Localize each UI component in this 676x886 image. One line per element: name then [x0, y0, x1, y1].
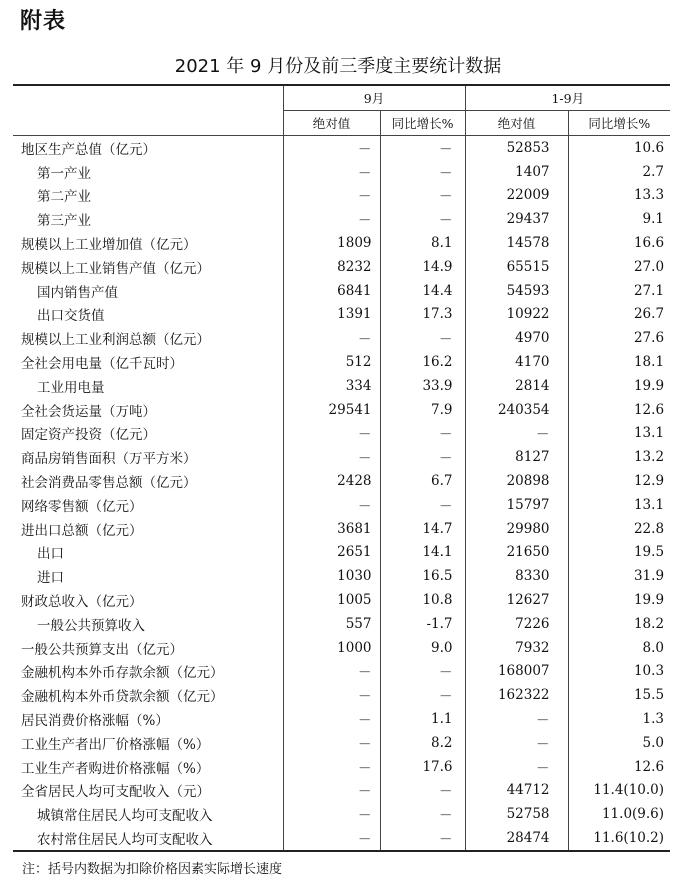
ytd-absolute-value: 65515: [465, 255, 568, 279]
ytd-absolute-value: 21650: [465, 541, 568, 565]
row-label: 社会消费品零售总额（亿元）: [21, 475, 197, 492]
table-row: [13, 136, 670, 160]
row-label: 进出口总额（亿元）: [21, 522, 143, 539]
table-row: [13, 683, 670, 707]
sep-yoy-value: 33.9: [380, 374, 465, 398]
row-label: 居民消费价格涨幅（%）: [21, 713, 169, 730]
table-row: [13, 160, 670, 184]
row-label: 固定资产投资（亿元）: [21, 427, 156, 444]
row-label: 商品房销售面积（万平方米）: [21, 451, 197, 468]
sep-absolute-value: －: [283, 160, 380, 184]
ytd-yoy-value: 15.5: [568, 683, 670, 707]
ytd-absolute-value: 240354: [465, 398, 568, 422]
ytd-yoy-value: 19.9: [568, 588, 670, 612]
sep-yoy-value: 14.7: [380, 517, 465, 541]
ytd-absolute-value: 7226: [465, 612, 568, 636]
table-row: [13, 303, 670, 327]
ytd-absolute-value: 4170: [465, 350, 568, 374]
sep-absolute-value: 3681: [283, 517, 380, 541]
ytd-absolute-value: 1407: [465, 160, 568, 184]
row-label: 城镇常住居民人均可支配收入: [37, 808, 213, 825]
sep-yoy-value: －: [380, 802, 465, 826]
table-row: [13, 184, 670, 208]
sep-yoy-value: 16.2: [380, 350, 465, 374]
sep-yoy-value: 8.2: [380, 731, 465, 755]
sep-absolute-value: －: [283, 683, 380, 707]
sep-yoy-value: 14.9: [380, 255, 465, 279]
table-row: [13, 588, 670, 612]
table-row: [13, 469, 670, 493]
row-label: 一般公共预算支出（亿元）: [21, 641, 183, 658]
table-row: [13, 802, 670, 826]
header-row-sub: [13, 111, 670, 136]
row-label: 全社会用电量（亿千瓦时）: [21, 356, 183, 373]
ytd-yoy-value: 11.0(9.6): [568, 802, 670, 826]
header-blank: [13, 85, 283, 111]
row-label: 网络零售额（亿元）: [21, 498, 143, 515]
table-row: [13, 231, 670, 255]
table-body: [13, 136, 670, 851]
ytd-absolute-value: －: [465, 422, 568, 446]
ytd-absolute-value: 22009: [465, 184, 568, 208]
ytd-absolute-value: 7932: [465, 636, 568, 660]
row-label: 规模以上工业利润总额（亿元）: [21, 332, 210, 349]
sep-yoy-value: 17.3: [380, 303, 465, 327]
header-sep-absolute: 绝对值: [283, 111, 380, 136]
ytd-absolute-value: 168007: [465, 660, 568, 684]
sep-absolute-value: 1030: [283, 564, 380, 588]
ytd-yoy-value: 13.1: [568, 493, 670, 517]
ytd-yoy-value: 26.7: [568, 303, 670, 327]
row-label: 规模以上工业增加值（亿元）: [21, 237, 197, 254]
table-row: [13, 636, 670, 660]
ytd-yoy-value: 8.0: [568, 636, 670, 660]
sep-absolute-value: 8232: [283, 255, 380, 279]
sep-absolute-value: 6841: [283, 279, 380, 303]
sep-absolute-value: 2428: [283, 469, 380, 493]
ytd-absolute-value: 8127: [465, 445, 568, 469]
ytd-absolute-value: －: [465, 755, 568, 779]
header-ytd-yoy: 同比增长%: [568, 111, 670, 136]
header-ytd-absolute: 绝对值: [465, 111, 568, 136]
ytd-yoy-value: 1.3: [568, 707, 670, 731]
ytd-absolute-value: －: [465, 707, 568, 731]
ytd-absolute-value: 54593: [465, 279, 568, 303]
ytd-absolute-value: 162322: [465, 683, 568, 707]
ytd-absolute-value: 4970: [465, 326, 568, 350]
table-row: [13, 398, 670, 422]
sep-absolute-value: －: [283, 755, 380, 779]
table-row: [13, 350, 670, 374]
sep-absolute-value: －: [283, 445, 380, 469]
sep-yoy-value: －: [380, 826, 465, 851]
sep-absolute-value: －: [283, 207, 380, 231]
sep-yoy-value: 6.7: [380, 469, 465, 493]
sep-absolute-value: －: [283, 422, 380, 446]
row-label: 出口交货值: [37, 308, 105, 325]
sep-yoy-value: －: [380, 136, 465, 160]
sep-absolute-value: －: [283, 779, 380, 803]
sep-absolute-value: －: [283, 660, 380, 684]
row-label: 第二产业: [37, 189, 91, 206]
header-september: 9月: [283, 85, 465, 111]
sep-absolute-value: 29541: [283, 398, 380, 422]
sep-yoy-value: －: [380, 160, 465, 184]
row-label: 一般公共预算收入: [37, 617, 145, 634]
sep-absolute-value: 2651: [283, 541, 380, 565]
sep-yoy-value: －: [380, 326, 465, 350]
ytd-absolute-value: 10922: [465, 303, 568, 327]
sep-yoy-value: －: [380, 184, 465, 208]
sep-yoy-value: 16.5: [380, 564, 465, 588]
sep-yoy-value: －: [380, 422, 465, 446]
row-label: 第一产业: [37, 165, 91, 182]
sep-absolute-value: －: [283, 802, 380, 826]
table-row: [13, 826, 670, 851]
row-label: 地区生产总值（亿元）: [21, 141, 156, 158]
sep-yoy-value: －: [380, 660, 465, 684]
row-label: 工业用电量: [37, 379, 105, 396]
sep-absolute-value: －: [283, 136, 380, 160]
sep-absolute-value: －: [283, 184, 380, 208]
table-row: [13, 779, 670, 803]
table-row: [13, 422, 670, 446]
sep-absolute-value: 1809: [283, 231, 380, 255]
table-row: [13, 279, 670, 303]
sep-absolute-value: －: [283, 707, 380, 731]
ytd-absolute-value: 52853: [465, 136, 568, 160]
ytd-yoy-value: 27.1: [568, 279, 670, 303]
ytd-absolute-value: 29437: [465, 207, 568, 231]
table-row: [13, 541, 670, 565]
sep-yoy-value: －: [380, 683, 465, 707]
table-row: [13, 612, 670, 636]
ytd-yoy-value: 18.1: [568, 350, 670, 374]
header-row-groups: [13, 85, 670, 111]
sep-yoy-value: 14.4: [380, 279, 465, 303]
ytd-yoy-value: 2.7: [568, 160, 670, 184]
ytd-yoy-value: 27.6: [568, 326, 670, 350]
sep-absolute-value: 1005: [283, 588, 380, 612]
table-row: [13, 445, 670, 469]
ytd-yoy-value: 18.2: [568, 612, 670, 636]
sep-yoy-value: 14.1: [380, 541, 465, 565]
table-row: [13, 707, 670, 731]
row-label: 金融机构本外币贷款余额（亿元）: [21, 689, 224, 706]
ytd-absolute-value: 14578: [465, 231, 568, 255]
ytd-absolute-value: 28474: [465, 826, 568, 851]
table-row: [13, 207, 670, 231]
row-label: 规模以上工业销售产值（亿元）: [21, 260, 210, 277]
table-row: [13, 493, 670, 517]
sep-yoy-value: 9.0: [380, 636, 465, 660]
ytd-absolute-value: 44712: [465, 779, 568, 803]
row-label: 农村常住居民人均可支配收入: [37, 832, 213, 848]
sep-absolute-value: －: [283, 826, 380, 851]
table-row: [13, 731, 670, 755]
header-jan-sep: 1-9月: [465, 85, 670, 111]
ytd-yoy-value: 10.3: [568, 660, 670, 684]
row-label: 全社会货运量（万吨）: [21, 403, 156, 420]
sep-yoy-value: －: [380, 493, 465, 517]
appendix-label: 附表: [20, 9, 67, 34]
ytd-yoy-value: 19.9: [568, 374, 670, 398]
sep-yoy-value: -1.7: [380, 612, 465, 636]
sep-absolute-value: －: [283, 326, 380, 350]
row-label: 全省居民人均可支配收入（元）: [21, 784, 210, 801]
row-label: 第三产业: [37, 213, 91, 230]
ytd-yoy-value: 10.6: [568, 136, 670, 160]
row-label: 国内销售产值: [37, 284, 118, 301]
row-label: 进口: [37, 570, 64, 587]
sep-absolute-value: 334: [283, 374, 380, 398]
ytd-yoy-value: 22.8: [568, 517, 670, 541]
table-row: [13, 660, 670, 684]
row-label: 出口: [37, 546, 64, 563]
ytd-yoy-value: 5.0: [568, 731, 670, 755]
table-row: [13, 755, 670, 779]
ytd-yoy-value: 31.9: [568, 564, 670, 588]
row-label: 财政总收入（亿元）: [21, 594, 143, 611]
row-label: 工业生产者购进价格涨幅（%）: [21, 760, 210, 777]
sep-absolute-value: －: [283, 493, 380, 517]
ytd-yoy-value: 9.1: [568, 207, 670, 231]
ytd-absolute-value: 20898: [465, 469, 568, 493]
footnote: 注：括号内数据为扣除价格因素实际增长速度: [22, 862, 283, 877]
row-label: 工业生产者出厂价格涨幅（%）: [21, 736, 210, 753]
ytd-absolute-value: －: [465, 731, 568, 755]
sep-absolute-value: －: [283, 731, 380, 755]
ytd-absolute-value: 8330: [465, 564, 568, 588]
table-row: [13, 517, 670, 541]
sep-yoy-value: －: [380, 207, 465, 231]
row-label: 金融机构本外币存款余额（亿元）: [21, 665, 224, 682]
statistics-table: [13, 84, 670, 852]
ytd-yoy-value: 27.0: [568, 255, 670, 279]
ytd-absolute-value: 52758: [465, 802, 568, 826]
ytd-yoy-value: 11.4(10.0): [568, 779, 670, 803]
ytd-absolute-value: 12627: [465, 588, 568, 612]
header-blank-sub: [13, 111, 283, 136]
sep-absolute-value: 1391: [283, 303, 380, 327]
table-row: [13, 564, 670, 588]
table-row: [13, 326, 670, 350]
ytd-yoy-value: 11.6(10.2): [568, 826, 670, 851]
ytd-yoy-value: 19.5: [568, 541, 670, 565]
ytd-yoy-value: 13.2: [568, 445, 670, 469]
sep-yoy-value: －: [380, 779, 465, 803]
ytd-yoy-value: 13.3: [568, 184, 670, 208]
sep-yoy-value: 7.9: [380, 398, 465, 422]
table-row: [13, 374, 670, 398]
ytd-absolute-value: 2814: [465, 374, 568, 398]
ytd-absolute-value: 29980: [465, 517, 568, 541]
sep-absolute-value: 512: [283, 350, 380, 374]
sep-yoy-value: 17.6: [380, 755, 465, 779]
sep-yoy-value: 8.1: [380, 231, 465, 255]
table-title: 2021 年 9 月份及前三季度主要统计数据: [174, 56, 502, 77]
header-sep-yoy: 同比增长%: [380, 111, 465, 136]
sep-absolute-value: 1000: [283, 636, 380, 660]
ytd-yoy-value: 12.6: [568, 398, 670, 422]
ytd-absolute-value: 15797: [465, 493, 568, 517]
sep-yoy-value: 1.1: [380, 707, 465, 731]
ytd-yoy-value: 12.9: [568, 469, 670, 493]
sep-yoy-value: －: [380, 445, 465, 469]
ytd-yoy-value: 16.6: [568, 231, 670, 255]
sep-yoy-value: 10.8: [380, 588, 465, 612]
ytd-yoy-value: 13.1: [568, 422, 670, 446]
table-row: [13, 255, 670, 279]
sep-absolute-value: 557: [283, 612, 380, 636]
ytd-yoy-value: 12.6: [568, 755, 670, 779]
